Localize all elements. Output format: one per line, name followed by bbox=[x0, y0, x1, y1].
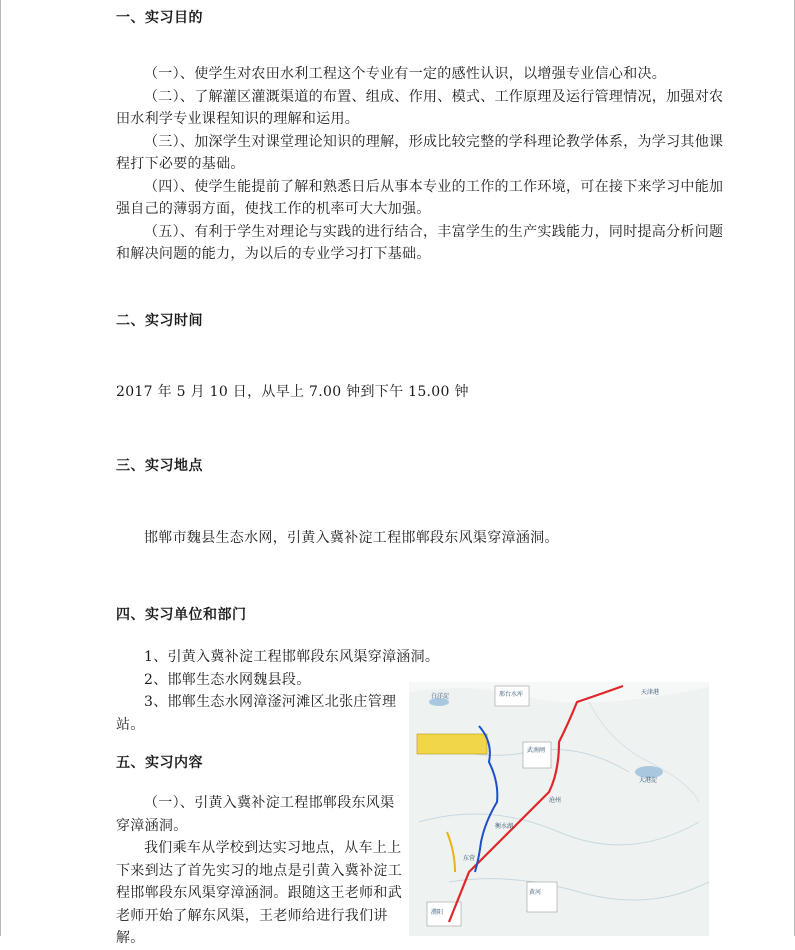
section-1-body bbox=[116, 63, 724, 266]
map-label: 天津港 bbox=[641, 689, 660, 696]
paragraph: （五）、有利于学生对理论与实践的进行结合，丰富学生的生产实践能力，同时提高分析问题和解决问题的能力，为以后的专业学习打下基础。 bbox=[116, 223, 724, 262]
section-3-text: 邯郸市魏县生态水网，引黄入冀补淀工程邯郸段东风渠穿漳涵洞。 bbox=[144, 530, 559, 546]
page-edge-left bbox=[0, 0, 1, 936]
map-label: 黄河 bbox=[529, 889, 542, 896]
map-label: 大港淀 bbox=[639, 777, 658, 784]
project-route-map bbox=[409, 682, 709, 936]
map-label: 沧州 bbox=[549, 797, 562, 804]
map-label: 武南闸 bbox=[527, 747, 546, 754]
section-1-heading: 一、实习目的 bbox=[116, 10, 203, 26]
list-item: 2、邯郸生态水网魏县段。 bbox=[144, 671, 311, 688]
paragraph: （三）、加深学生对课堂理论知识的理解，形成比较完整的学科理论教学体系，为学习其他课程打下必要的基础。 bbox=[116, 133, 724, 172]
section-2-heading: 二、实习时间 bbox=[116, 313, 203, 329]
paragraph: （一）、引黄入冀补淀工程邯郸段东风渠穿漳涵洞。 bbox=[116, 795, 395, 834]
list-item: 3、邯郸生态水网漳滏河滩区北张庄管理站。 bbox=[116, 694, 397, 733]
route-map-graphic bbox=[409, 682, 709, 936]
map-label: 邢台水库 bbox=[499, 691, 524, 698]
map-label: 濮阳 bbox=[431, 909, 444, 916]
section-4-heading: 四、实习单位和部门 bbox=[116, 607, 247, 623]
section-5-heading: 五、实习内容 bbox=[116, 755, 203, 771]
paragraph: （二）、了解灌区灌溉渠道的布置、组成、作用、模式、工作原理及运行管理情况，加强对农田水利学专业课程知识的理解和运用。 bbox=[116, 88, 724, 127]
map-label: 东营 bbox=[463, 855, 476, 862]
list-item: 1、引黄入冀补淀工程邯郸段东风渠穿漳涵洞。 bbox=[144, 649, 440, 665]
section-3-heading: 三、实习地点 bbox=[116, 458, 203, 474]
section-2-text: 2017 年 5 月 10 日，从早上 7.00 钟到下午 15.00 钟 bbox=[116, 384, 469, 400]
paragraph: （四）、使学生能提前了解和熟悉日后从事本专业的工作的工作环境，可在接下来学习中能加强自己的薄弱方面，使找工作的机率可大大加强。 bbox=[116, 178, 724, 217]
map-label: 衡水湖 bbox=[495, 823, 514, 830]
map-label: 白洋淀 bbox=[431, 693, 450, 700]
section-5-body bbox=[116, 792, 408, 950]
paragraph: （一）、使学生对农田水利工程这个专业有一定的感性认识，以增强专业信心和决。 bbox=[144, 66, 667, 82]
paragraph: 我们乘车从学校到达实习地点，从车上上下来到达了首先实习的地点是引黄入冀补淀工程邯郸段东风渠穿漳涵洞。跟随这王老师和武老师开始了解东风渠，王老师给进行我们讲解。 bbox=[116, 840, 402, 946]
